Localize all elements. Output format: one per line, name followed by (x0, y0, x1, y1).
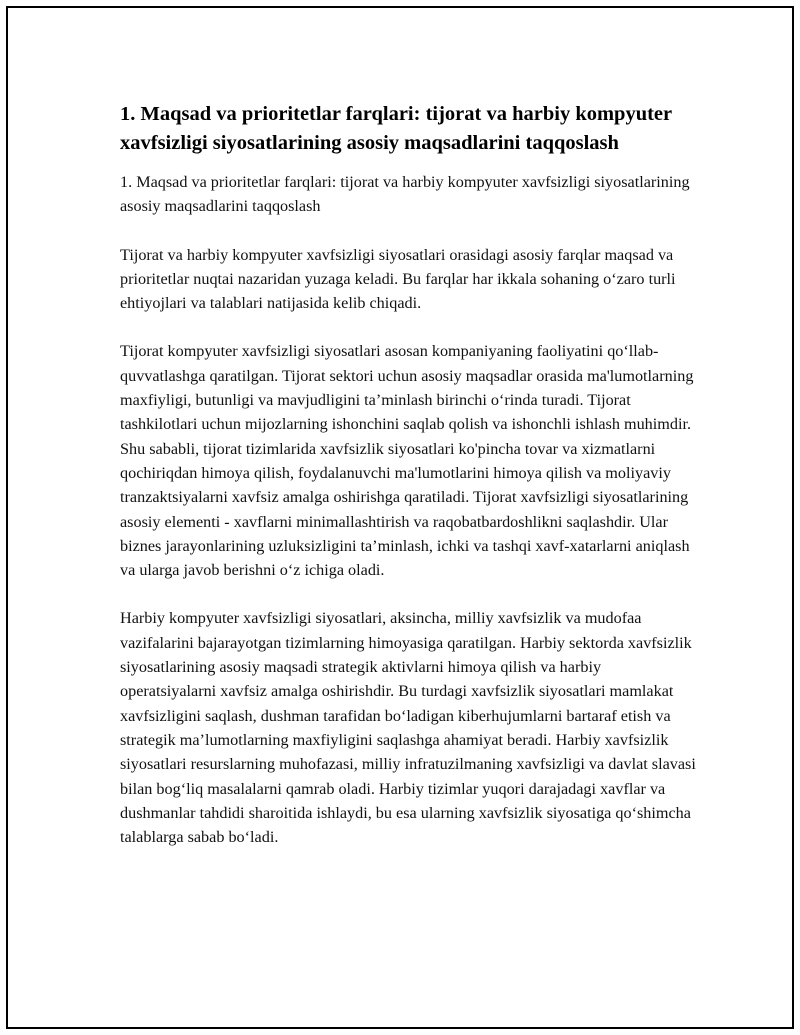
section-heading: 1. Maqsad va prioritetlar farqlari: tijorat va harbiy kompyuter xavfsizligi siyosatlarining asosiy maqsadlarini taqqoslash (120, 103, 672, 154)
page-frame (6, 6, 794, 1029)
paragraph-repeated-title: 1. Maqsad va prioritetlar farqlari: tijorat va harbiy kompyuter xavfsizligi siyosatlarining asosiy maqsadlarini taqqoslash (120, 173, 690, 216)
paragraph-commercial-security: Tijorat kompyuter xavfsizligi siyosatlari asosan kompaniyaning faoliyatini qo‘llab-quvvatlashga qaratilgan. Tijorat sektori uchun asosiy maqsadlar orasida ma'lumotlarning maxfiyligi, butunligi va mavjudligini ta’minlash birinchi o‘rinda turadi. Tijorat tashkilotlari uchun mijozlarning ishonchini saqlab qolish va ishonchli ishlash muhimdir. Shu sababli, tijorat tizimlarida xavfsizlik siyosatlari ko'pincha tovar va xizmatlarni qochiriqdan himoya qilish, foydalanuvchi ma'lumotlarini himoya qilish va moliyaviy tranzaktsiyalarni xavfsiz amalga oshirishga qaratiladi. Tijorat xavfsizligi siyosatlarining asosiy elementi - xavflarni minimallashtirish va raqobatbardoshlikni saqlashdir. Ular biznes jarayonlarining uzluksizligini ta’minlash, ichki va tashqi xavf-xatarlarni aniqlash va ularga javob berishni o‘z ichiga oladi. (120, 342, 694, 580)
paragraph-introduction: Tijorat va harbiy kompyuter xavfsizligi siyosatlari orasidagi asosiy farqlar maqsad va prioritetlar nuqtai nazaridan yuzaga keladi. Bu farqlar har ikkala sohaning o‘zaro turli ehtiyojlari va talablari natijasida kelib chiqadi. (120, 245, 676, 313)
document-body (120, 100, 700, 849)
paragraph-military-security: Harbiy kompyuter xavfsizligi siyosatlari, aksincha, milliy xavfsizlik va mudofaa vazifalarini bajarayotgan tizimlarning himoyasiga qaratilgan. Harbiy sektorda xavfsizlik siyosatlarining asosiy maqsadi strategik aktivlarni himoya qilish va harbiy operatsiyalarni xavfsiz amalga oshirishdir. Bu turdagi xavfsizlik siyosatlari mamlakat xavfsizligini saqlash, dushman tarafidan bo‘ladigan kiberhujumlarni bartaraf etish va strategik ma’lumotlarning maxfiyligini saqlashga ahamiyat beradi. Harbiy xavfsizlik siyosatlari resurslarning muhofazasi, milliy infratuzilmaning xavfsizligi va davlat slavasi bilan bog‘liq masalalarni qamrab oladi. Harbiy tizimlar yuqori darajadagi xavflar va dushmanlar tahdidi sharoitida ishlaydi, bu esa ularning xavfsizlik siyosatiga qo‘shimcha talablarga sabab bo‘ladi. (120, 609, 696, 847)
